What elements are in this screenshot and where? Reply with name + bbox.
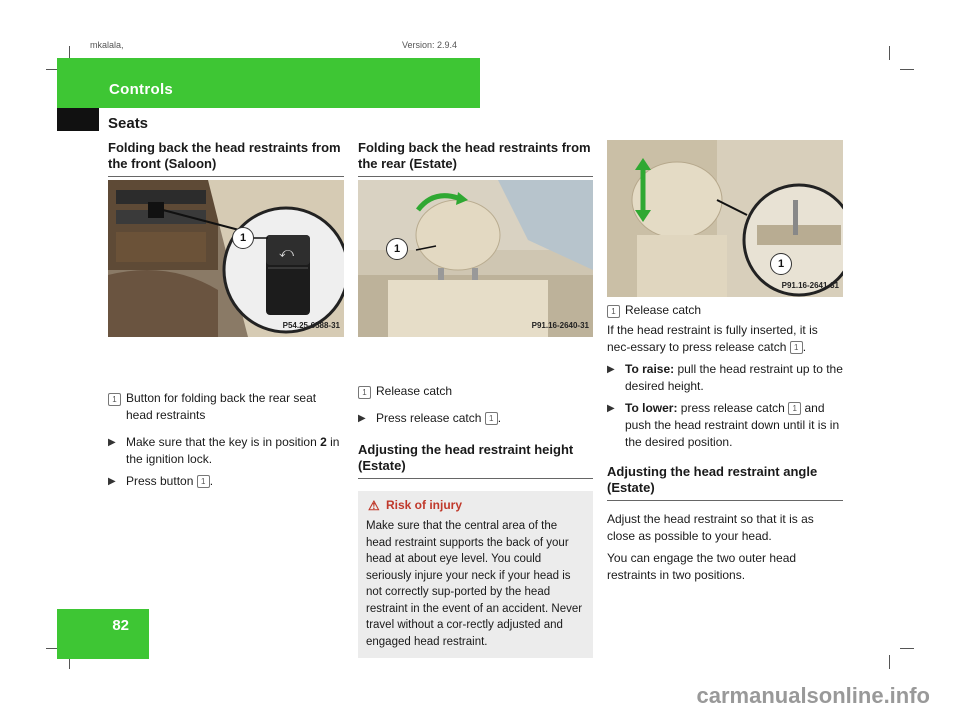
section-bar-label: Controls <box>109 81 174 98</box>
paragraph: You can engage the two outer head restraints in two positions. <box>607 551 797 582</box>
number-1-icon: 1 <box>485 412 498 425</box>
section-bar <box>57 58 480 108</box>
column-1 <box>108 140 344 495</box>
crop-mark <box>889 655 890 669</box>
arrow-bullet-icon: ▶ <box>607 403 615 414</box>
number-1-icon: 1 <box>607 305 620 318</box>
legend-text: Release catch <box>625 303 702 317</box>
head-restraint-illustration <box>607 140 843 297</box>
arrow-bullet-icon: ▶ <box>358 413 366 424</box>
step-label: To raise: <box>625 362 675 376</box>
column-2 <box>358 140 593 658</box>
page-title: Seats <box>108 115 149 132</box>
step-item <box>607 361 843 395</box>
step-text: Press release catch <box>376 411 485 425</box>
legend-item <box>108 390 344 424</box>
heading-height-adjust: Adjusting the head restraint height (Estate) <box>358 442 593 479</box>
step-text: and push the head restraint down until it is in the desired position. <box>625 401 840 449</box>
step-text: Press button <box>126 474 197 488</box>
paragraph <box>607 322 843 356</box>
warning-title <box>366 497 585 514</box>
paragraph-text: . <box>802 340 807 354</box>
page-number: 82 <box>112 617 129 634</box>
photo-center-console <box>108 180 344 337</box>
warning-box <box>358 491 593 658</box>
section-tab <box>57 108 99 131</box>
number-1-icon: 1 <box>358 386 371 399</box>
arrow-bullet-icon: ▶ <box>108 476 116 487</box>
callout-1: 1 <box>770 253 792 275</box>
step-text: pull the head restraint up to the desired height. <box>625 362 843 393</box>
legend-text: Release catch <box>376 384 453 398</box>
arrow-bullet-icon: ▶ <box>607 364 615 375</box>
image-code: P91.16-2640-31 <box>531 321 589 330</box>
warning-triangle-icon: ⚠ <box>368 498 380 513</box>
key-position: 2 <box>320 435 327 449</box>
callout-1: 1 <box>386 238 408 260</box>
legend-item <box>607 302 843 319</box>
heading-fold-rear: Folding back the head restraints from the rear (Estate) <box>358 140 593 177</box>
step-text: . <box>497 411 502 425</box>
warning-title-text: Risk of injury <box>386 498 463 512</box>
legend-text: Button for folding back the rear seat head restraints <box>126 391 317 422</box>
callout-1: 1 <box>232 227 254 249</box>
page-number-block <box>57 609 149 659</box>
step-text: . <box>209 474 214 488</box>
photo-rear-seat <box>358 180 593 337</box>
crop-mark <box>889 46 890 60</box>
number-1-icon: 1 <box>788 402 801 415</box>
svg-text:⤺: ⤺ <box>279 245 294 261</box>
heading-angle-adjust: Adjusting the head restraint angle (Estate) <box>607 464 843 501</box>
warning-text: Make sure that the central area of the head restraint supports the back of your head at about eye level. You could seriously injure your neck if your head is not correctly sup-ported by the head restraint in the event of an accident. Never travel without a cor-rectly adjusted and engaged head restraint. <box>366 520 583 648</box>
step-text: in the ignition lock. <box>126 435 340 466</box>
step-text: Make sure that the key is in position <box>126 435 321 449</box>
paragraph-text: If the head restraint is fully inserted, it is nec-essary to press release catch <box>607 323 818 354</box>
number-1-icon: 1 <box>108 393 121 406</box>
paragraph: Adjust the head restraint so that it is as close as possible to your head. <box>607 512 814 543</box>
column-3 <box>607 140 843 589</box>
step-item <box>108 473 344 490</box>
legend-item <box>358 383 593 400</box>
heading-fold-front: Folding back the head restraints from the front (Saloon) <box>108 140 344 177</box>
print-info-left: mkalala, <box>90 40 124 50</box>
watermark: carmanualsonline.info <box>696 683 930 708</box>
photo-head-restraint <box>607 140 843 297</box>
step-item <box>108 434 344 468</box>
number-1-icon: 1 <box>197 475 210 488</box>
step-item <box>607 400 843 451</box>
crop-mark <box>900 69 914 70</box>
image-code: P54.25-6588-31 <box>282 321 340 330</box>
print-info-version: Version: 2.9.4 <box>402 40 458 50</box>
crop-mark <box>900 648 914 649</box>
arrow-bullet-icon: ▶ <box>108 437 116 448</box>
center-console-illustration <box>108 180 344 337</box>
step-item <box>358 410 593 427</box>
step-label: To lower: <box>625 401 678 415</box>
number-1-icon: 1 <box>790 341 803 354</box>
image-code: P91.16-2641-31 <box>781 281 839 290</box>
step-text: press release catch <box>677 401 789 415</box>
